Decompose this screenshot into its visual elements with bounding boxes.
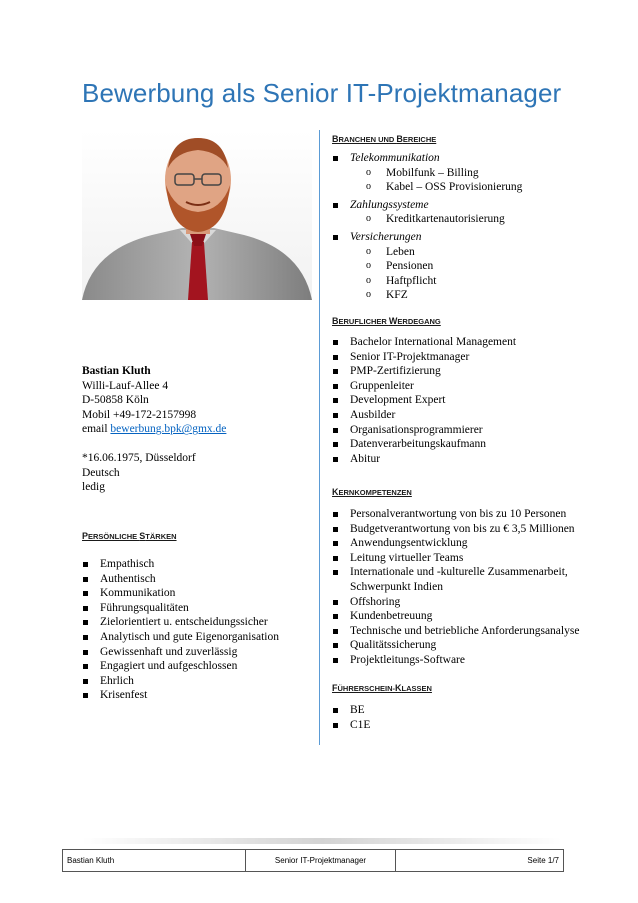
footer-title: Senior IT-Projektmanager <box>246 850 396 871</box>
branchen-heading: BRANCHEN UND BEREICHE <box>332 134 437 144</box>
strengths-list <box>82 557 279 703</box>
strength-item: Führungsqualitäten <box>82 601 279 616</box>
kompetenz-item: Internationale und -kulturelle Zusammenarbeit, Schwerpunkt Indien <box>332 565 594 594</box>
branche-label: Telekommunikation <box>350 152 440 164</box>
branche-subitem: o Kreditkartenautorisierung <box>364 212 522 227</box>
strength-item: Engagiert und aufgeschlossen <box>82 659 279 674</box>
strengths-heading: PERSÖNLICHE STÄRKEN <box>82 531 177 541</box>
branche-sublist <box>350 212 522 227</box>
email-link[interactable]: bewerbung.bpk@gmx.de <box>110 423 227 436</box>
marital-status: ledig <box>82 481 105 494</box>
werdegang-item: Development Expert <box>332 393 516 408</box>
werdegang-item: Ausbilder <box>332 408 516 423</box>
page-title: Bewerbung als Senior IT-Projektmanager <box>82 78 562 108</box>
kompetenz-item: Technische und betriebliche Anforderungsanalyse <box>332 624 594 639</box>
strength-item: Kommunikation <box>82 586 279 601</box>
candidate-name: Bastian Kluth <box>82 365 151 377</box>
portrait-photo <box>82 130 312 300</box>
werdegang-item: Abitur <box>332 452 516 467</box>
strength-item: Gewissenhaft und zuverlässig <box>82 645 279 660</box>
footer-author: Bastian Kluth <box>63 850 246 871</box>
fuehrerschein-heading: FÜHRERSCHEIN-KLASSEN <box>332 683 432 693</box>
kompetenz-item: Offshoring <box>332 595 594 610</box>
strength-item: Analytisch und gute Eigenorganisation <box>82 630 279 645</box>
kompetenz-item: Personalverantwortung von bis zu 10 Personen <box>332 507 594 522</box>
contact-block <box>82 364 226 495</box>
werdegang-item: Organisationsprogrammierer <box>332 423 516 438</box>
branche-label: Zahlungssysteme <box>350 198 429 211</box>
fuehrerschein-section <box>332 683 432 732</box>
werdegang-list <box>332 335 516 466</box>
branchen-list <box>332 151 522 303</box>
branche-sublist <box>350 166 522 195</box>
werdegang-section <box>332 316 516 466</box>
email-prefix: email <box>82 423 111 436</box>
kompetenzen-heading: KERNKOMPETENZEN <box>332 487 412 497</box>
fuehrerschein-list <box>332 703 432 732</box>
strength-item: Authentisch <box>82 572 279 587</box>
column-divider <box>319 130 320 745</box>
kompetenz-item: Qualitätssicherung <box>332 638 594 653</box>
footer-divider <box>82 838 562 844</box>
werdegang-item: Bachelor International Management <box>332 335 516 350</box>
branche-subitem: o Leben <box>364 245 522 260</box>
kompetenz-item: Kundenbetreuung <box>332 609 594 624</box>
branche-item <box>332 151 522 195</box>
branche-subitem: o Pensionen <box>364 259 522 274</box>
werdegang-item: Gruppenleiter <box>332 379 516 394</box>
branche-item <box>332 198 522 227</box>
email-line <box>82 422 226 437</box>
kompetenzen-list <box>332 507 594 668</box>
branche-subitem: o Haftpflicht <box>364 274 522 289</box>
mobile: Mobil +49-172-2157998 <box>82 408 197 421</box>
kompetenz-item: Anwendungsentwicklung <box>332 536 594 551</box>
page-footer <box>62 849 564 872</box>
werdegang-heading: BERUFLICHER WERDEGANG <box>332 316 441 326</box>
kompetenzen-section <box>332 487 592 668</box>
kompetenz-item: Budgetverantwortung von bis zu € 3,5 Millionen <box>332 522 594 537</box>
kompetenz-item: Projektleitungs-Software <box>332 653 594 668</box>
strength-item: Empathisch <box>82 557 279 572</box>
branche-item <box>332 230 522 303</box>
branche-label: Versicherungen <box>350 230 422 243</box>
werdegang-item: PMP-Zertifizierung <box>332 364 516 379</box>
branche-subitem: o Kabel – OSS Provisionierung <box>364 180 522 195</box>
branchen-section <box>332 134 522 306</box>
branche-subitem: o KFZ <box>364 288 522 303</box>
strength-item: Krisenfest <box>82 688 279 703</box>
strengths-section <box>82 531 279 703</box>
branche-sublist <box>350 245 522 303</box>
birth: *16.06.1975, Düsseldorf <box>82 451 196 464</box>
strength-item: Zielorientiert u. entscheidungssicher <box>82 615 279 630</box>
fuehrerschein-item: BE <box>332 703 432 718</box>
kompetenz-item: Leitung virtueller Teams <box>332 551 594 566</box>
nationality: Deutsch <box>82 466 120 479</box>
strength-item: Ehrlich <box>82 674 279 689</box>
werdegang-item: Senior IT-Projektmanager <box>332 350 516 365</box>
fuehrerschein-item: C1E <box>332 718 432 733</box>
city: D-50858 Köln <box>82 394 149 407</box>
street: Willi-Lauf-Allee 4 <box>82 379 169 392</box>
branche-subitem: o Mobilfunk – Billing <box>364 166 522 181</box>
werdegang-item: Datenverarbeitungskaufmann <box>332 437 516 452</box>
footer-page-number: Seite 1/7 <box>527 856 559 865</box>
